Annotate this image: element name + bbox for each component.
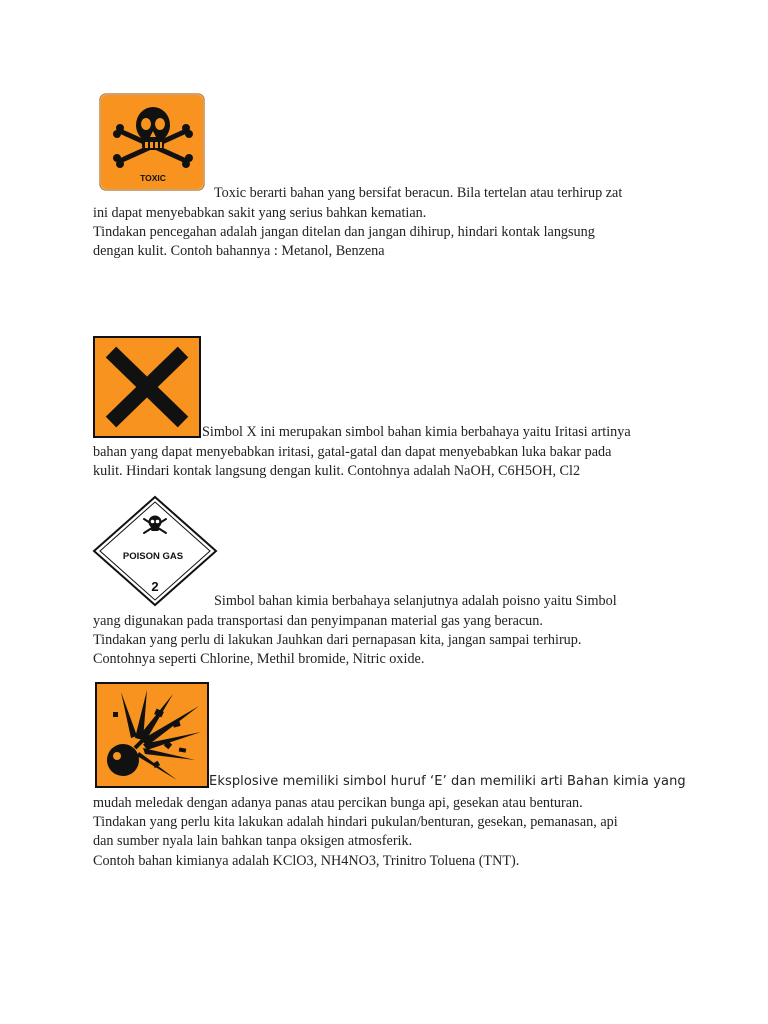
irritant-text-line: kulit. Hindari kontak langsung dengan kulit. Contohnya adalah NaOH, C6H5OH, Cl2 xyxy=(93,463,581,479)
toxic-text-line: ini dapat menyebabkan sakit yang serius bahkan kematian. xyxy=(93,205,427,221)
poison-gas-diamond-icon xyxy=(92,495,218,607)
explosive-text-line: Eksplosive memiliki simbol huruf ‘E’ dan memiliki arti Bahan kimia yang xyxy=(209,774,686,789)
explosive-symbol xyxy=(95,682,209,788)
poison-gas-text-line: yang digunakan pada transportasi dan penyimpanan material gas yang beracun. xyxy=(93,613,543,629)
toxic-label: TOXIC xyxy=(140,173,166,183)
poison-gas-label: POISON GAS xyxy=(122,551,184,562)
poison-gas-text-line: Simbol bahan kimia berbahaya selanjutnya adalah poisno yaitu Simbol xyxy=(214,593,617,609)
irritant-symbol xyxy=(93,336,201,438)
irritant-x-icon xyxy=(93,336,201,438)
toxic-symbol xyxy=(98,92,208,192)
poison-gas-text-line: Tindakan yang perlu di lakukan Jauhkan dari pernapasan kita, jangan sampai terhirup. xyxy=(93,632,582,648)
toxic-text-line: Toxic berarti bahan yang bersifat beracun. Bila tertelan atau terhirup zat xyxy=(214,185,623,201)
toxic-text-line: Tindakan pencegahan adalah jangan ditelan dan jangan dihirup, hindari kontak langsung xyxy=(93,224,595,240)
explosive-text-line: mudah meledak dengan adanya panas atau percikan bunga api, gesekan atau benturan. xyxy=(93,795,583,811)
poison-gas-text-line: Contohnya seperti Chlorine, Methil bromide, Nitric oxide. xyxy=(93,651,425,667)
explosive-bomb-icon xyxy=(95,682,209,788)
irritant-text-line: bahan yang dapat menyebabkan iritasi, gatal-gatal dan dapat menyebabkan luka bakar pada xyxy=(93,444,612,460)
poison-gas-symbol xyxy=(92,495,218,607)
explosive-text-line: Tindakan yang perlu kita lakukan adalah hindari pukulan/benturan, gesekan, pemanasan, api xyxy=(93,814,618,830)
explosive-text-line: Contoh bahan kimianya adalah KClO3, NH4NO3, Trinitro Toluena (TNT). xyxy=(93,853,520,869)
toxic-skull-crossbones-icon xyxy=(98,92,208,192)
poison-gas-class-number: 2 xyxy=(151,579,159,594)
toxic-text-line: dengan kulit. Contoh bahannya : Metanol, Benzena xyxy=(93,243,385,259)
explosive-text-line: dan sumber nyala lain bahkan tanpa oksigen atmosferik. xyxy=(93,833,413,849)
irritant-text-line: Simbol X ini merupakan simbol bahan kimia berbahaya yaitu Iritasi artinya xyxy=(202,424,631,440)
